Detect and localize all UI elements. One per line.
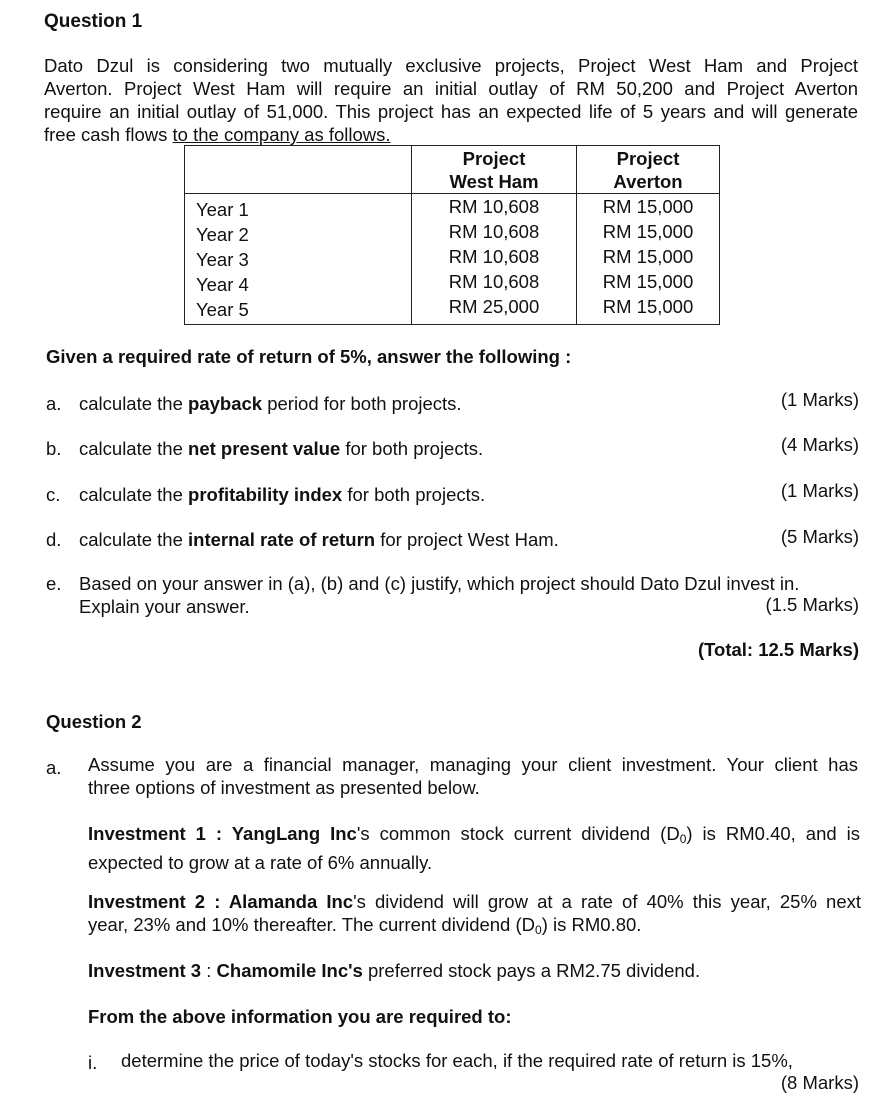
investment-1-text: ) is RM0.40, and is xyxy=(686,823,860,844)
q2-a-label: a. xyxy=(46,757,62,778)
q2-i-marks: (8 Marks) xyxy=(780,1072,859,1093)
table-header-row xyxy=(185,146,720,194)
q2-a-line: Assume you are a financial manager, managing your client investment. Your client has xyxy=(88,754,858,775)
item-text: calculate the xyxy=(79,393,189,414)
header-line: Project xyxy=(462,148,526,169)
year-cell: Year 3 xyxy=(196,249,249,270)
year-column xyxy=(185,194,412,325)
item-bold: profitability index xyxy=(188,484,343,505)
total-marks: (Total: 12.5 Marks) xyxy=(697,639,859,660)
investment-2-name: Alamanda Inc xyxy=(228,891,354,912)
intro-line xyxy=(44,123,858,146)
q2-a-text xyxy=(88,753,858,799)
investment-3-label: Investment 3 xyxy=(88,960,202,981)
header-averton xyxy=(577,146,720,194)
q2-i-text: determine the price of today's stocks for each, if the required rate of return is 15%, xyxy=(121,1050,793,1071)
averton-cell: RM 15,000 xyxy=(602,246,694,267)
item-b-text xyxy=(79,438,483,460)
year-cell: Year 4 xyxy=(196,274,249,295)
subscript-zero: 0 xyxy=(535,923,542,937)
averton-column xyxy=(577,194,720,325)
intro-last-a: free cash flows xyxy=(44,124,173,145)
west-ham-cell: RM 10,608 xyxy=(448,221,540,242)
item-b-marks: (4 Marks) xyxy=(780,434,859,455)
item-label: a. xyxy=(46,393,62,414)
item-label: d. xyxy=(46,529,62,550)
investment-3 xyxy=(88,959,700,982)
investment-2-line xyxy=(88,913,861,942)
question-1-title: Question 1 xyxy=(44,11,143,32)
table-header-blank xyxy=(185,146,412,194)
investment-2 xyxy=(88,890,861,942)
header-west-ham xyxy=(412,146,577,194)
investment-3-text: preferred stock pays a RM2.75 dividend. xyxy=(362,960,701,981)
item-text: calculate the xyxy=(79,438,189,459)
item-text: for both projects. xyxy=(342,484,486,505)
header-line: Project xyxy=(616,148,680,169)
question-2-title: Question 2 xyxy=(46,711,142,732)
averton-cell: RM 15,000 xyxy=(602,296,694,317)
item-a-text xyxy=(79,393,462,415)
intro-last-b: to the company as follows. xyxy=(172,124,391,145)
header-line: Averton xyxy=(613,171,683,192)
investment-1-line: expected to grow at a rate of 6% annually. xyxy=(88,852,433,873)
year-cell: Year 2 xyxy=(196,224,249,245)
header-line: West Ham xyxy=(449,171,539,192)
investment-1 xyxy=(88,822,860,874)
investment-1-label: Investment 1 : xyxy=(88,823,232,844)
required-statement: From the above information you are required to: xyxy=(88,1006,512,1027)
investment-1-text: 's common stock current dividend (D xyxy=(356,823,680,844)
item-label: b. xyxy=(46,438,62,459)
west-ham-cell: RM 10,608 xyxy=(448,271,540,292)
averton-cell: RM 15,000 xyxy=(602,271,694,292)
investment-3-sep: : xyxy=(201,960,217,981)
intro-line: require an initial outlay of 51,000. This project has an expected life of 5 years and will generate xyxy=(44,101,858,122)
item-text: for project West Ham. xyxy=(375,529,559,550)
item-text: for both projects. xyxy=(340,438,484,459)
west-ham-cell: RM 10,608 xyxy=(448,246,540,267)
investment-2-text: ) is RM0.80. xyxy=(541,914,642,935)
item-bold: payback xyxy=(188,393,263,414)
item-c-text xyxy=(79,484,485,506)
investment-3-name: Chamomile Inc's xyxy=(216,960,363,981)
item-e-text xyxy=(79,572,799,618)
item-bold: net present value xyxy=(188,438,341,459)
item-a-marks: (1 Marks) xyxy=(780,389,859,410)
item-e-line: Explain your answer. xyxy=(79,596,250,617)
q2-a-line: three options of investment as presented below. xyxy=(88,777,480,798)
item-label: e. xyxy=(46,573,62,594)
investment-2-text: 's dividend will grow at a rate of 40% this year, 25% next xyxy=(353,891,862,912)
west-ham-column xyxy=(412,194,577,325)
question-1-intro xyxy=(44,54,858,146)
table-body-row xyxy=(185,194,720,325)
item-text: calculate the xyxy=(79,484,189,505)
item-label: c. xyxy=(46,484,61,505)
item-bold: internal rate of return xyxy=(188,529,376,550)
year-cell: Year 5 xyxy=(196,299,249,320)
averton-cell: RM 15,000 xyxy=(602,196,694,217)
investment-2-text: year, 23% and 10% thereafter. The current dividend (D xyxy=(88,914,536,935)
investment-1-line xyxy=(88,822,860,851)
investment-2-label: Investment 2 : xyxy=(88,891,229,912)
west-ham-cell: RM 10,608 xyxy=(448,196,540,217)
given-statement: Given a required rate of return of 5%, answer the following : xyxy=(46,346,572,367)
item-c-marks: (1 Marks) xyxy=(780,480,859,501)
averton-cell: RM 15,000 xyxy=(602,221,694,242)
item-d-text xyxy=(79,529,559,551)
intro-line: Averton. Project West Ham will require an initial outlay of RM 50,200 and Project Averton xyxy=(44,78,858,99)
year-cell: Year 1 xyxy=(196,199,249,220)
item-text: period for both projects. xyxy=(262,393,462,414)
west-ham-cell: RM 25,000 xyxy=(448,296,540,317)
investment-2-line xyxy=(88,890,861,913)
item-d-marks: (5 Marks) xyxy=(780,526,859,547)
q2-i-label: i. xyxy=(88,1052,98,1073)
item-e-marks: (1.5 Marks) xyxy=(765,594,859,615)
investment-1-name: YangLang Inc xyxy=(231,823,357,844)
intro-line: Dato Dzul is considering two mutually exclusive projects, Project West Ham and Project xyxy=(44,55,858,76)
item-text: calculate the xyxy=(79,529,189,550)
subscript-zero: 0 xyxy=(679,832,687,846)
item-e-line: Based on your answer in (a), (b) and (c) justify, which project should Dato Dzul invest in. xyxy=(79,573,800,594)
cash-flow-table xyxy=(184,145,720,325)
